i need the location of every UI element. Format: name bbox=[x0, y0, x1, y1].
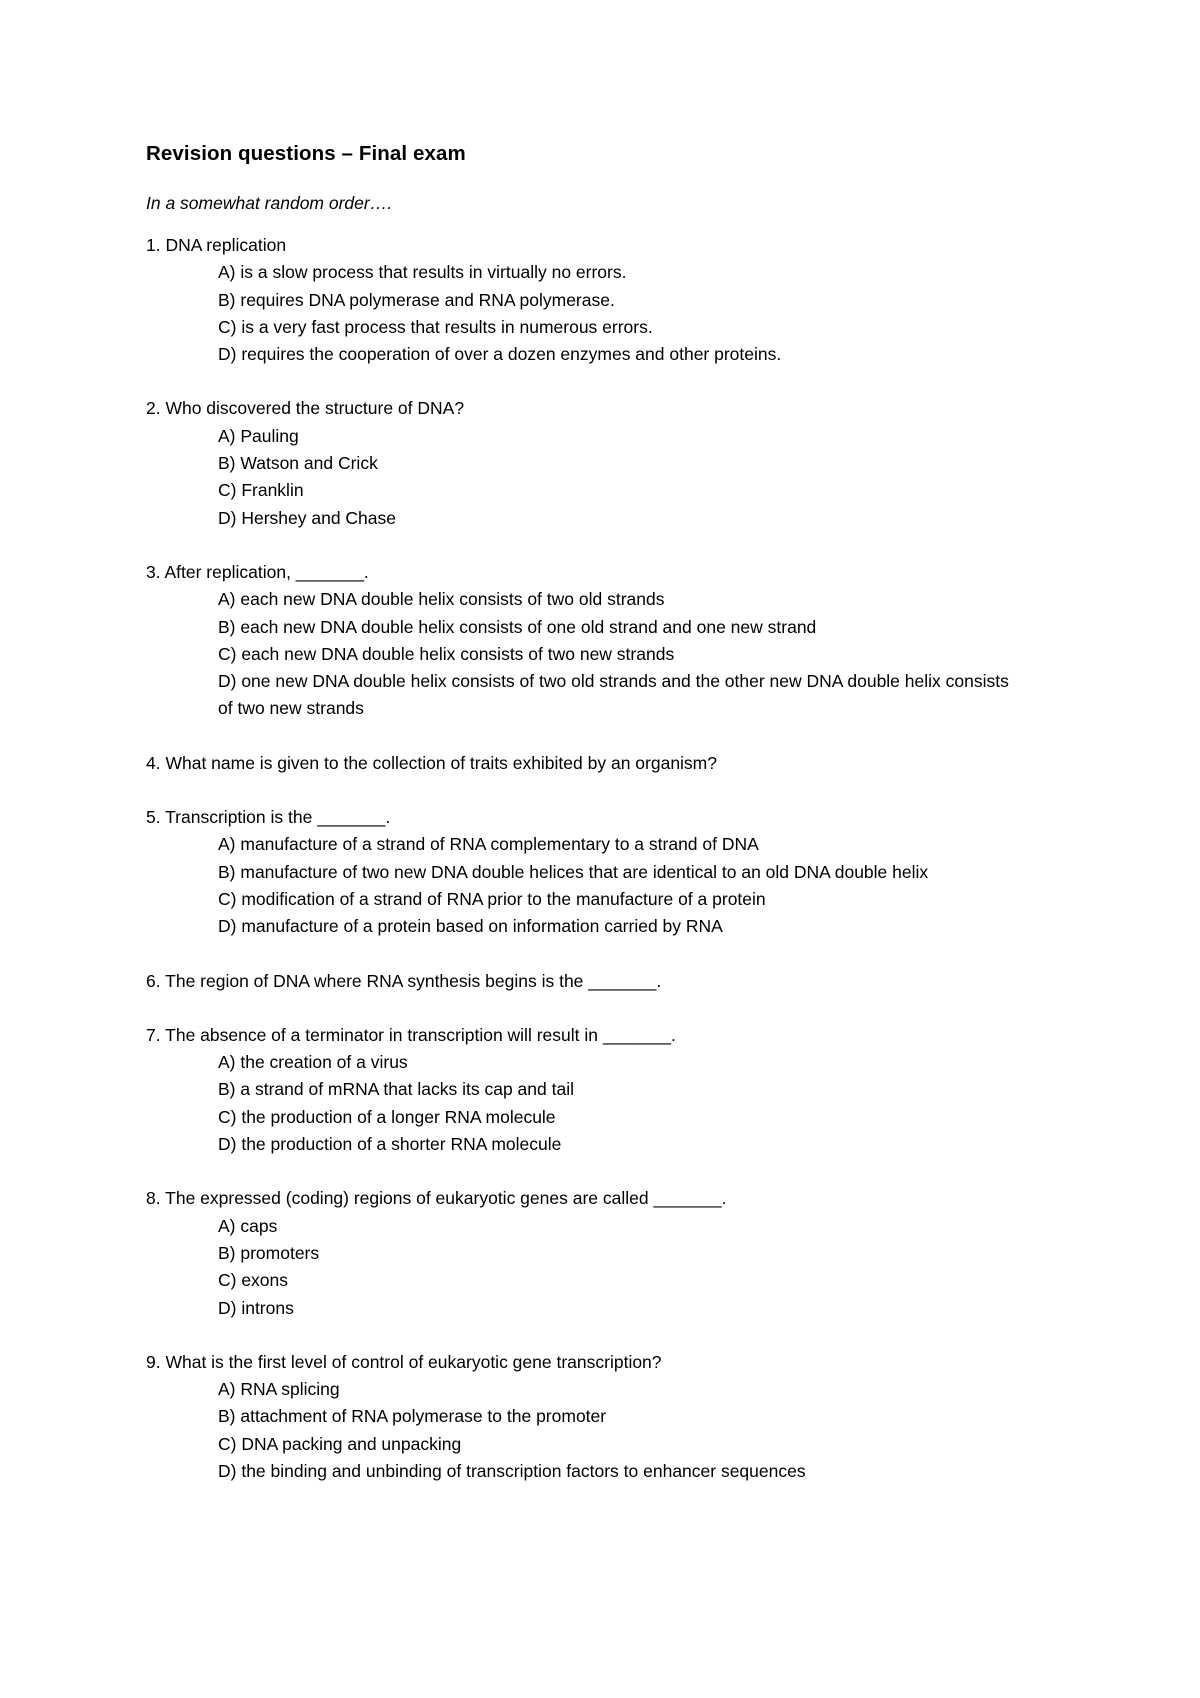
question-7 bbox=[146, 1022, 1066, 1158]
answer-option: B) a strand of mRNA that lacks its cap and tail bbox=[218, 1079, 574, 1100]
answer-option: D) one new DNA double helix consists of two old strands and the other new DNA double helix consists of two new strands bbox=[218, 671, 1014, 719]
question-1 bbox=[146, 232, 1066, 368]
question-text: 8. The expressed (coding) regions of eukaryotic genes are called _______. bbox=[146, 1188, 727, 1209]
question-5 bbox=[146, 804, 1066, 940]
answer-option: D) Hershey and Chase bbox=[218, 507, 396, 528]
answer-option: A) the creation of a virus bbox=[218, 1052, 408, 1073]
answer-option: D) introns bbox=[218, 1297, 294, 1318]
document-subtitle: In a somewhat random order…. bbox=[146, 193, 393, 213]
question-2 bbox=[146, 395, 1066, 531]
question-8 bbox=[146, 1185, 1066, 1321]
answer-option: C) exons bbox=[218, 1270, 289, 1291]
question-6 bbox=[146, 968, 1066, 995]
answer-option: C) each new DNA double helix consists of two new strands bbox=[218, 643, 675, 664]
question-9 bbox=[146, 1349, 1066, 1485]
answer-option: A) caps bbox=[218, 1215, 278, 1236]
document-page bbox=[146, 140, 1066, 1512]
answer-option: C) DNA packing and unpacking bbox=[218, 1433, 462, 1454]
answer-option: A) each new DNA double helix consists of two old strands bbox=[218, 589, 665, 610]
question-text: 4. What name is given to the collection of traits exhibited by an organism? bbox=[146, 752, 717, 773]
question-text: 6. The region of DNA where RNA synthesis begins is the _______. bbox=[146, 970, 662, 991]
question-text: 7. The absence of a terminator in transcription will result in _______. bbox=[146, 1024, 676, 1045]
question-text: 5. Transcription is the _______. bbox=[146, 807, 391, 828]
answer-option: A) Pauling bbox=[218, 425, 299, 446]
answer-option: D) the binding and unbinding of transcription factors to enhancer sequences bbox=[218, 1460, 806, 1481]
answer-option: B) attachment of RNA polymerase to the promoter bbox=[218, 1406, 607, 1427]
document-title: Revision questions – Final exam bbox=[146, 142, 466, 165]
answer-option: A) RNA splicing bbox=[218, 1379, 340, 1400]
answer-option: D) requires the cooperation of over a dozen enzymes and other proteins. bbox=[218, 344, 782, 365]
answer-option: B) manufacture of two new DNA double helices that are identical to an old DNA double helix bbox=[218, 861, 929, 882]
answer-option: A) is a slow process that results in virtually no errors. bbox=[218, 262, 627, 283]
answer-option: B) promoters bbox=[218, 1242, 320, 1263]
answer-option: D) manufacture of a protein based on information carried by RNA bbox=[218, 916, 723, 937]
answer-option: B) each new DNA double helix consists of one old strand and one new strand bbox=[218, 616, 817, 637]
answer-option: A) manufacture of a strand of RNA complementary to a strand of DNA bbox=[218, 834, 759, 855]
answer-option: C) modification of a strand of RNA prior to the manufacture of a protein bbox=[218, 888, 766, 909]
answer-option: B) requires DNA polymerase and RNA polymerase. bbox=[218, 289, 615, 310]
answer-option: B) Watson and Crick bbox=[218, 453, 378, 474]
answer-option: D) the production of a shorter RNA molecule bbox=[218, 1134, 562, 1155]
question-4 bbox=[146, 750, 1066, 777]
question-text: 1. DNA replication bbox=[146, 235, 287, 255]
question-3 bbox=[146, 559, 1066, 723]
answer-option: C) Franklin bbox=[218, 480, 304, 501]
answer-option: C) the production of a longer RNA molecule bbox=[218, 1106, 556, 1127]
question-text: 9. What is the first level of control of eukaryotic gene transcription? bbox=[146, 1351, 662, 1372]
answer-option: C) is a very fast process that results in numerous errors. bbox=[218, 316, 653, 337]
question-text: 2. Who discovered the structure of DNA? bbox=[146, 398, 465, 419]
question-text: 3. After replication, _______. bbox=[146, 561, 369, 582]
